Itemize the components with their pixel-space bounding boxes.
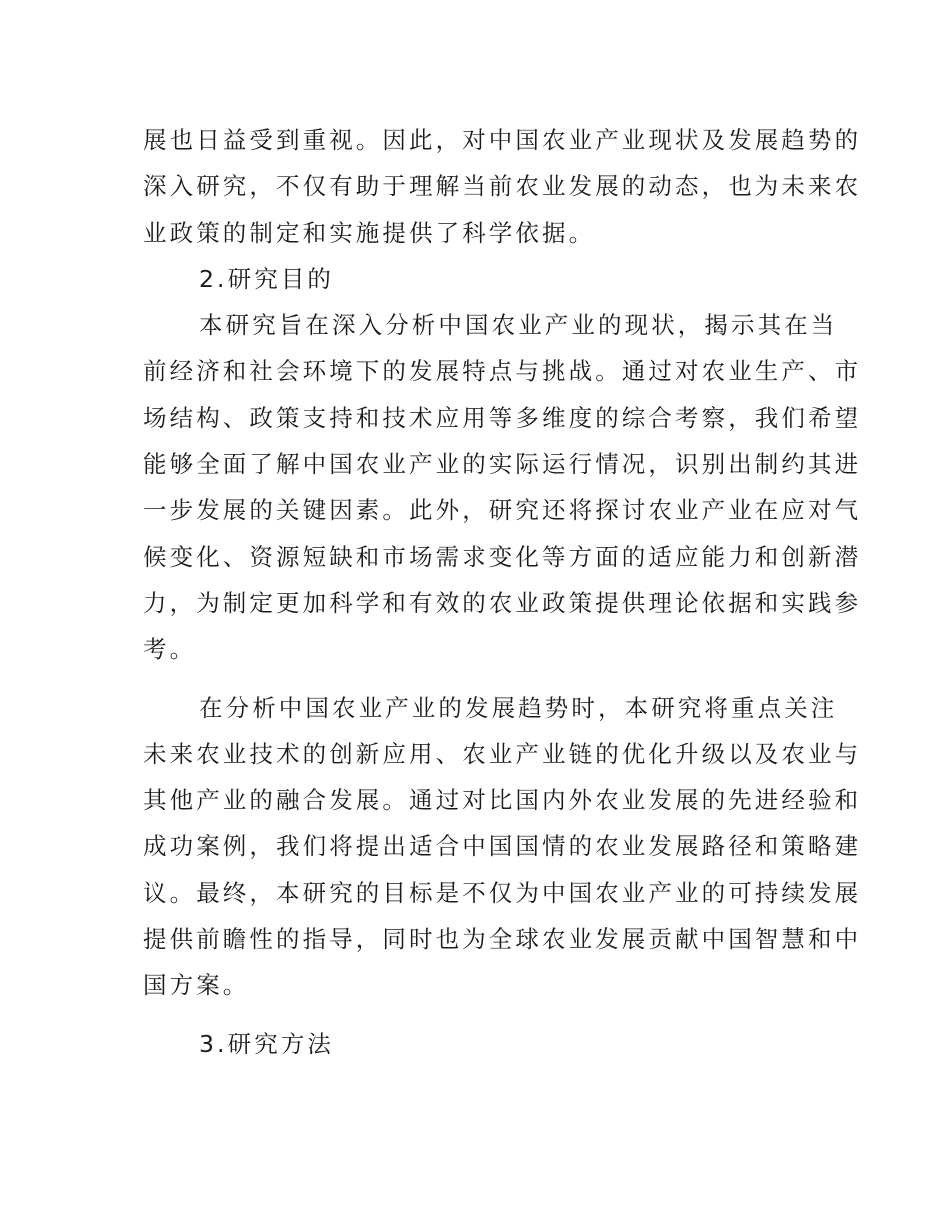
paragraph-research-purpose [143,302,862,672]
text-line: 其他产业的融合发展。通过对比国内外农业发展的先进经验和 [143,786,862,815]
text-line: 议。最终，本研究的目标是不仅为中国农业产业的可持续发展 [143,878,862,907]
text-line: 考。 [143,635,197,664]
text-line: 能够全面了解中国农业产业的实际运行情况，识别出制约其进 [143,450,862,479]
text-line: 力，为制定更加科学和有效的农业政策提供理论依据和实践参 [143,588,862,617]
text-line: 成功案例，我们将提出适合中国国情的农业发展路径和策略建 [143,832,862,861]
text-line: 本研究旨在深入分析中国农业产业的现状，揭示其在当 [199,311,838,340]
text-line: 提供前瞻性的指导，同时也为全球农业发展贡献中国智慧和中 [143,925,862,954]
text-line: 前经济和社会环境下的发展特点与挑战。通过对农业生产、市 [143,357,862,386]
paragraph-development-trends [143,685,862,1009]
text-line: 深入研究，不仅有助于理解当前农业发展的动态，也为未来农 [143,172,862,201]
text-line: 国方案。 [143,971,250,1000]
text-line: 场结构、政策支持和技术应用等多维度的综合考察，我们希望 [143,403,862,432]
text-line: 未来农业技术的创新应用、农业产业链的优化升级以及农业与 [143,739,862,768]
text-line: 展也日益受到重视。因此，对中国农业产业现状及发展趋势的 [143,126,862,154]
text-line: 候变化、资源短缺和市场需求变化等方面的适应能力和创新潜 [143,542,862,571]
section-heading-research-method: 3.研究方法 [199,1029,335,1058]
text-line: 一步发展的关键因素。此外，研究还将探讨农业产业在应对气 [143,496,862,525]
section-heading-research-purpose: 2.研究目的 [199,264,335,293]
text-line: 业政策的制定和实施提供了科学依据。 [143,218,596,247]
text-line: 在分析中国农业产业的发展趋势时，本研究将重点关注 [199,693,838,722]
paragraph-background-continued [143,117,862,256]
document-body [143,117,862,1067]
